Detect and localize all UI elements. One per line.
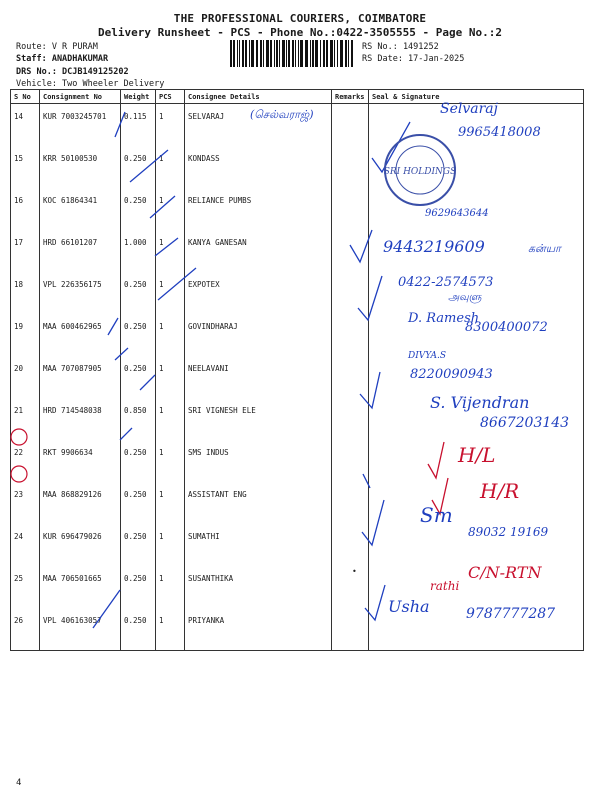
cell-remarks [332, 146, 369, 188]
cell-signature [369, 230, 584, 272]
cell-consignment [40, 188, 121, 230]
cell-consignee [185, 482, 332, 524]
drs-label: DRS No.: DCJB149125202 [16, 67, 129, 77]
table-row [11, 608, 584, 651]
cell-weight-text: 0.250 [124, 574, 147, 583]
cell-sno [11, 146, 40, 188]
barcode-bar [312, 40, 314, 67]
barcode-bar [288, 40, 290, 67]
cell-sno [11, 566, 40, 608]
handwritten-r14-tamil: (செல்வராஜ்) [250, 108, 314, 121]
footer-mark: 4 [16, 778, 22, 788]
cell-signature [369, 566, 584, 608]
barcode-bar [315, 40, 318, 67]
barcode-bar [239, 40, 240, 67]
cell-weight-text: 0.250 [124, 448, 147, 457]
barcode-bar [270, 40, 272, 67]
cell-consignee [185, 230, 332, 272]
cell-sno [11, 482, 40, 524]
cell-remarks [332, 272, 369, 314]
cell-sno [11, 608, 40, 651]
cell-pcs-text: 1 [159, 154, 164, 163]
handwritten-r14-name: Selvaraj [440, 101, 498, 117]
cell-weight-text: 0.250 [124, 490, 147, 499]
handwritten-r19-name: D. Ramesh [408, 311, 480, 326]
col-header-consignment: Consignment No [40, 90, 121, 104]
handwritten-r19-phone: 8300400072 [465, 320, 548, 335]
cell-remarks [332, 230, 369, 272]
barcode-bar [286, 40, 287, 67]
cell-pcs [156, 356, 185, 398]
cell-consignee-text: KONDASS [188, 154, 220, 163]
cell-signature [369, 188, 584, 230]
cell-pcs-text: 1 [159, 532, 164, 541]
cell-weight [121, 146, 156, 188]
cell-consignee [185, 314, 332, 356]
handwritten-r16-phone: 9629643644 [425, 208, 489, 219]
barcode-bar [245, 40, 247, 67]
handwritten-r20-name: DIVYA.S [408, 351, 447, 361]
table-row [11, 188, 584, 230]
barcode-bar [323, 40, 325, 67]
cell-sno [11, 272, 40, 314]
table-row [11, 146, 584, 188]
cell-remarks [332, 188, 369, 230]
cell-pcs-text: 1 [159, 112, 164, 121]
col-header-sno: S No [11, 90, 40, 104]
cell-remarks [332, 566, 369, 608]
cell-sno [11, 314, 40, 356]
cell-consignee [185, 356, 332, 398]
handwritten-r26-red-sign: rathi [430, 579, 460, 593]
cell-weight-text: 0.250 [124, 196, 147, 205]
cell-sno-text: 17 [14, 238, 24, 247]
cell-consignment [40, 482, 121, 524]
cell-consignment-text: KUR 7003245701 [43, 112, 107, 121]
table-row [11, 314, 584, 356]
cell-weight [121, 398, 156, 440]
table-row [11, 230, 584, 272]
cell-consignee-text: SELVARAJ [188, 112, 225, 121]
cell-weight-text: 1.000 [124, 238, 147, 247]
cell-sno [11, 230, 40, 272]
table-row [11, 566, 584, 608]
barcode-bar [230, 40, 232, 67]
barcode-bar [298, 40, 299, 67]
cell-consignment-text: HRD 714548038 [43, 406, 102, 415]
cell-weight [121, 356, 156, 398]
cell-consignee [185, 524, 332, 566]
barcode-bar [310, 40, 311, 67]
barcode-bar [251, 40, 254, 67]
cell-weight-text: 0.250 [124, 280, 147, 289]
cell-pcs-text: 1 [159, 322, 164, 331]
cell-consignment [40, 104, 121, 147]
cell-sno [11, 524, 40, 566]
cell-consignee [185, 566, 332, 608]
cell-pcs [156, 272, 185, 314]
cell-pcs [156, 146, 185, 188]
cell-signature [369, 440, 584, 482]
cell-signature [369, 398, 584, 440]
cell-pcs [156, 398, 185, 440]
handwritten-r21-name: S. Vijendran [430, 393, 530, 412]
cell-pcs-text: 1 [159, 490, 164, 499]
cell-consignment-text: MAA 868829126 [43, 490, 102, 499]
barcode-bar [337, 40, 338, 67]
col-header-signature: Seal & Signature [369, 90, 584, 104]
rs-date: RS Date: 17-Jan-2025 [362, 54, 465, 64]
staff-label: Staff: ANADHAKUMAR [16, 54, 109, 64]
cell-remarks [332, 314, 369, 356]
barcode-bar [242, 40, 244, 67]
cell-weight-text: 0.250 [124, 532, 147, 541]
cell-weight [121, 482, 156, 524]
cell-weight-text: 0.115 [124, 112, 147, 121]
barcode-bar [300, 40, 303, 67]
barcode-bar [279, 40, 280, 67]
cell-sno [11, 104, 40, 147]
cell-consignment-text: KUR 696479026 [43, 532, 102, 541]
cell-weight [121, 188, 156, 230]
cell-pcs-text: 1 [159, 574, 164, 583]
cell-signature [369, 314, 584, 356]
barcode-bar [348, 40, 349, 67]
barcode-bar [237, 40, 238, 67]
cell-sno [11, 440, 40, 482]
barcode-bar [345, 40, 347, 67]
runsheet-table [10, 89, 584, 651]
handwritten-r22-note: H/L [458, 443, 496, 467]
cell-weight [121, 524, 156, 566]
cell-consignment [40, 398, 121, 440]
cell-pcs-text: 1 [159, 406, 164, 415]
cell-sno-text: 22 [14, 448, 24, 457]
cell-consignee-text: SUMATHI [188, 532, 220, 541]
handwritten-r17-phone: 9443219609 [383, 237, 485, 256]
handwritten-r26-signature: Usha [388, 597, 430, 616]
cell-pcs-text: 1 [159, 196, 164, 205]
cell-sno-text: 15 [14, 154, 24, 163]
barcode-bar [330, 40, 333, 67]
cell-sno-text: 20 [14, 364, 24, 373]
cell-consignee [185, 188, 332, 230]
cell-consignment [40, 356, 121, 398]
cell-signature [369, 272, 584, 314]
cell-signature [369, 608, 584, 651]
cell-consignment [40, 272, 121, 314]
cell-pcs-text: 1 [159, 364, 164, 373]
cell-signature [369, 482, 584, 524]
cell-pcs [156, 440, 185, 482]
rs-number: RS No.: 1491252 [362, 42, 439, 52]
cell-weight [121, 272, 156, 314]
barcode-bar [263, 40, 264, 67]
handwritten-r18-tamil: அவுளு [448, 292, 482, 303]
stamp-text: SRI HOLDINGS [383, 167, 457, 177]
cell-weight [121, 104, 156, 147]
cell-pcs-text: 1 [159, 448, 164, 457]
cell-pcs [156, 566, 185, 608]
cell-sno-text: 23 [14, 490, 24, 499]
cell-sno-text: 18 [14, 280, 24, 289]
cell-consignee-text: SRI VIGNESH ELE [188, 406, 256, 415]
barcode-bar [233, 40, 235, 67]
cell-consignee-text: EXPOTEX [188, 280, 220, 289]
cell-sno-text: 25 [14, 574, 24, 583]
cell-consignee-text: NEELAVANI [188, 364, 229, 373]
table-row [11, 356, 584, 398]
cell-consignee [185, 272, 332, 314]
cell-consignee [185, 146, 332, 188]
cell-sno [11, 356, 40, 398]
table-row [11, 104, 584, 147]
cell-consignee-text: RELIANCE PUMBS [188, 196, 252, 205]
cell-pcs [156, 524, 185, 566]
cell-consignee-text: ASSISTANT ENG [188, 490, 247, 499]
col-header-consignee: Consignee Details [185, 90, 332, 104]
cell-pcs-text: 1 [159, 280, 164, 289]
cell-weight-text: 0.250 [124, 364, 147, 373]
handwritten-r25-note: C/N-RTN [468, 563, 542, 582]
cell-consignment-text: RKT 9906634 [43, 448, 93, 457]
cell-consignment-text: KOC 61864341 [43, 196, 98, 205]
vehicle-label: Vehicle: Two Wheeler Delivery [16, 79, 165, 89]
cell-remarks [332, 440, 369, 482]
cell-weight [121, 440, 156, 482]
barcode-bar [334, 40, 335, 67]
cell-consignment-text: VPL 226356175 [43, 280, 102, 289]
barcode-bar [266, 40, 269, 67]
cell-signature [369, 356, 584, 398]
barcode-bar [295, 40, 296, 67]
cell-signature [369, 524, 584, 566]
cell-consignment [40, 524, 121, 566]
cell-consignment [40, 314, 121, 356]
cell-remarks [332, 104, 369, 147]
cell-signature [369, 104, 584, 147]
table-row [11, 272, 584, 314]
cell-weight [121, 314, 156, 356]
cell-consignment [40, 566, 121, 608]
cell-remarks [332, 608, 369, 651]
cell-pcs [156, 230, 185, 272]
table-row [11, 398, 584, 440]
barcode-bar [260, 40, 262, 67]
barcode-bar [249, 40, 250, 67]
cell-consignee [185, 398, 332, 440]
table-header-row [11, 90, 584, 104]
cell-sno-text: 19 [14, 322, 24, 331]
table-body [11, 104, 584, 651]
cell-consignee [185, 104, 332, 147]
cell-sno [11, 188, 40, 230]
cell-pcs [156, 104, 185, 147]
barcode-bar [276, 40, 278, 67]
table-row [11, 440, 584, 482]
cell-weight-text: 0.850 [124, 406, 147, 415]
cell-pcs [156, 188, 185, 230]
cell-consignment-text: MAA 706501665 [43, 574, 102, 583]
cell-pcs [156, 314, 185, 356]
cell-consignee-text: KANYA GANESAN [188, 238, 247, 247]
handwritten-r24-phone: 89032 19169 [468, 525, 549, 539]
table-row [11, 524, 584, 566]
cell-remarks [332, 398, 369, 440]
cell-consignee-text: SUSANTHIKA [188, 574, 234, 583]
cell-sno-text: 16 [14, 196, 24, 205]
barcode-bar [274, 40, 275, 67]
cell-consignment-text: MAA 600462965 [43, 322, 102, 331]
cell-consignment [40, 230, 121, 272]
cell-sno [11, 398, 40, 440]
handwritten-r20-phone: 8220090943 [410, 367, 493, 382]
cell-weight-text: 0.250 [124, 616, 147, 625]
cell-signature [369, 146, 584, 188]
cell-consignment-text: HRD 66101207 [43, 238, 98, 247]
cell-weight [121, 230, 156, 272]
cell-consignment [40, 146, 121, 188]
cell-consignment-text: VPL 406163057 [43, 616, 102, 625]
handwritten-r17-tamil: கன்யா [528, 242, 561, 255]
barcode-bar [326, 40, 328, 67]
cell-remarks [332, 524, 369, 566]
barcode-bar [340, 40, 343, 67]
cell-remarks [332, 356, 369, 398]
handwritten-r24-signature: Sm [420, 503, 453, 527]
handwritten-r18-phone: 0422-2574573 [398, 275, 494, 290]
cell-pcs-text: 1 [159, 616, 164, 625]
col-header-remarks: Remarks [332, 90, 369, 104]
cell-consignee-text: PRIYANKA [188, 616, 225, 625]
table-row [11, 482, 584, 524]
cell-weight-text: 0.250 [124, 322, 147, 331]
handwritten-r14-phone: 9965418008 [458, 125, 541, 140]
handwritten-r26-phone: 9787777287 [466, 606, 556, 622]
cell-sno-text: 24 [14, 532, 24, 541]
cell-pcs [156, 482, 185, 524]
barcode-bar [320, 40, 321, 67]
cell-sno-text: 26 [14, 616, 24, 625]
barcode-bar [351, 40, 353, 67]
cell-pcs [156, 608, 185, 651]
cell-consignment [40, 608, 121, 651]
cell-remarks [332, 482, 369, 524]
handwritten-r23-note: H/R [480, 479, 520, 503]
cell-consignment-text: MAA 707087905 [43, 364, 102, 373]
cell-weight [121, 566, 156, 608]
cell-consignee-text: SMS INDUS [188, 448, 229, 457]
cell-sno-text: 14 [14, 112, 24, 121]
runsheet-subtitle: Delivery Runsheet - PCS - Phone No.:0422-3505555 - Page No.:2 [98, 26, 502, 39]
handwritten-r21-phone: 8667203143 [480, 415, 570, 431]
barcode [230, 40, 356, 67]
cell-weight [121, 608, 156, 651]
cell-consignee-text: GOVINDHARAJ [188, 322, 238, 331]
barcode-bar [292, 40, 294, 67]
barcode-bar [256, 40, 258, 67]
cell-pcs-text: 1 [159, 238, 164, 247]
cell-consignee [185, 440, 332, 482]
col-header-pcs: PCS [156, 90, 185, 104]
cell-consignment [40, 440, 121, 482]
barcode-bar [305, 40, 308, 67]
col-header-weight: Weight [121, 90, 156, 104]
company-title: THE PROFESSIONAL COURIERS, COIMBATORE [173, 12, 427, 25]
barcode-bar [282, 40, 285, 67]
small-bullet: • [352, 567, 357, 576]
route-label: Route: V R PURAM [16, 42, 98, 52]
cell-consignee [185, 608, 332, 651]
cell-sno-text: 21 [14, 406, 24, 415]
cell-weight-text: 0.250 [124, 154, 147, 163]
cell-consignment-text: KRR 50100530 [43, 154, 98, 163]
